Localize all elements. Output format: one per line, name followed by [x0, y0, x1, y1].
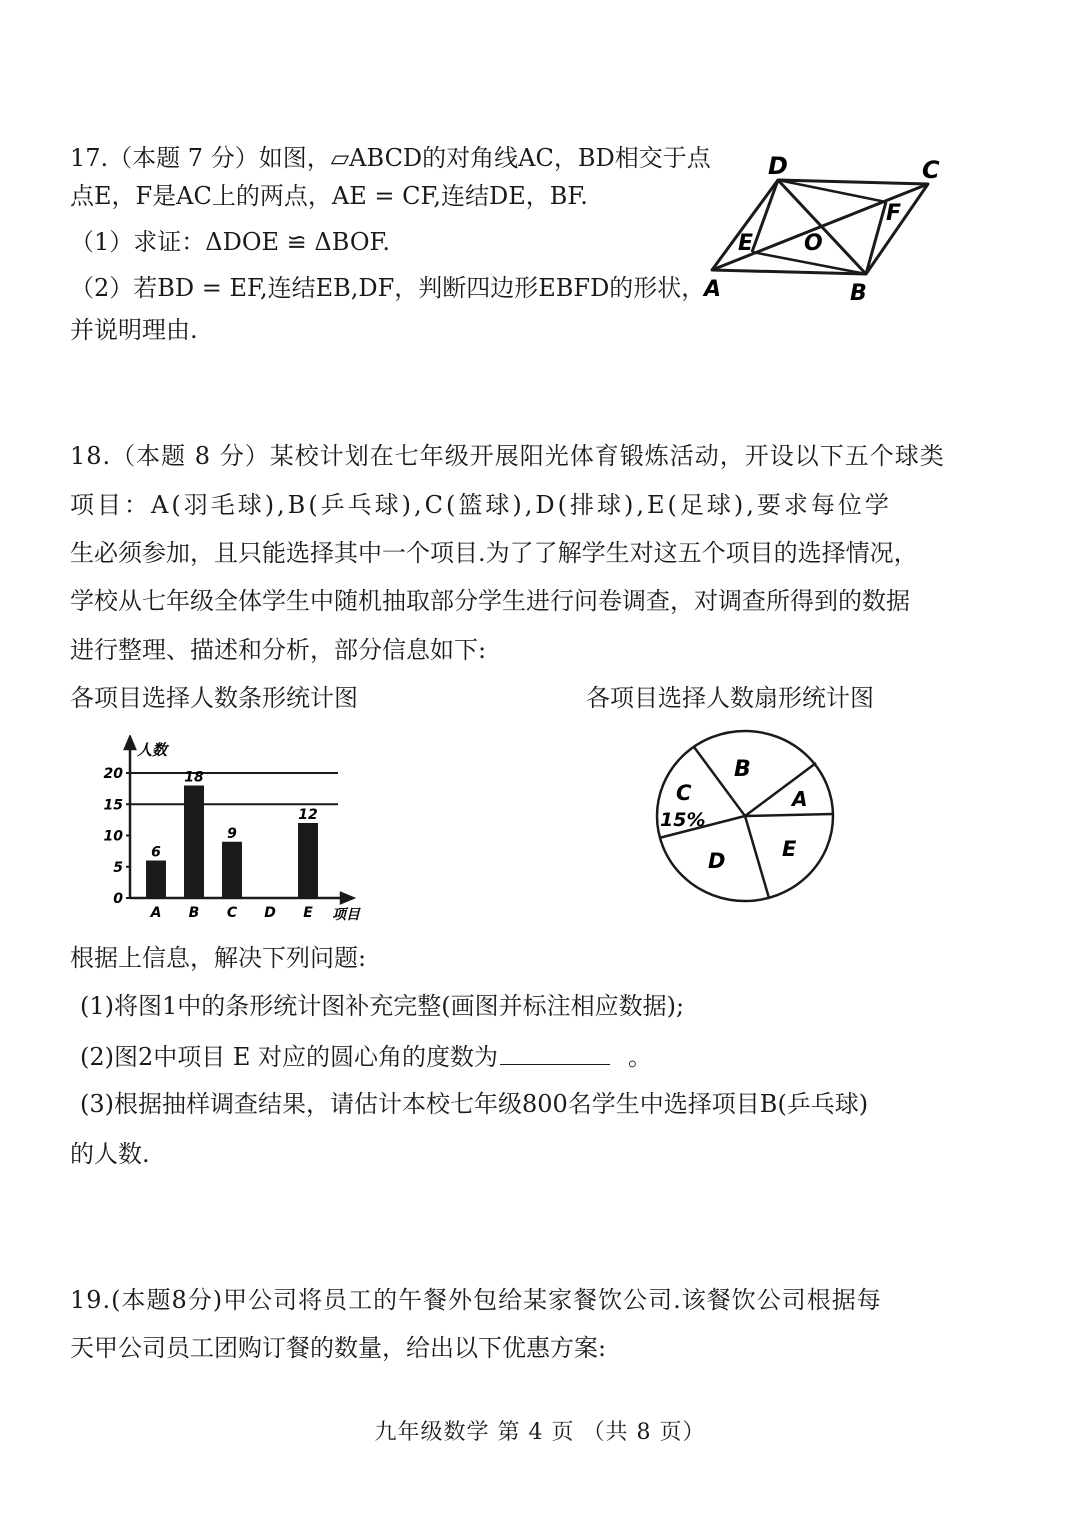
bar-value-label-E: 12: [298, 807, 318, 823]
label-c: C: [922, 156, 940, 184]
bar-category-label-A: A: [150, 905, 162, 921]
bar-E: [298, 823, 318, 898]
label-o: O: [804, 231, 823, 256]
pie-chart-caption: 各项目选择人数扇形统计图: [586, 684, 874, 712]
bar-ytick-label-5: 5: [113, 859, 123, 876]
q18-line-2: 项目：A(羽毛球),B(乒乓球),C(篮球),D(排球),E(足球),要求每位学: [70, 491, 892, 519]
segment-bf: [866, 202, 886, 274]
q18-sub-3: (3)根据抽样调查结果，请估计本校七年级800名学生中选择项目B(乒乓球): [80, 1090, 869, 1118]
pie-label-b: B: [734, 757, 751, 782]
q18-line-4: 学校从七年级全体学生中随机抽取部分学生进行问卷调查，对调查所得到的数据: [70, 587, 910, 615]
bar-value-label-B: 18: [184, 769, 204, 786]
q18-line-5: 进行整理、描述和分析，部分信息如下:: [70, 636, 487, 664]
bar-category-label-E: E: [303, 905, 313, 921]
label-a: A: [704, 277, 722, 302]
q19-line-1: 19.(本题8分)甲公司将员工的午餐外包给某家餐饮公司.该餐饮公司根据每: [70, 1286, 882, 1314]
bar-A: [146, 861, 166, 899]
q18-sub-1: (1)将图1中的条形统计图补充完整(画图并标注相应数据);: [80, 992, 685, 1020]
q18-sub-2: (2)图2中项目 E 对应的圆心角的度数为: [80, 1043, 499, 1071]
bar-C: [222, 842, 242, 898]
bar-ytick-label-0: 0: [113, 891, 123, 907]
q17-part-2-cont: 并说明理由.: [70, 316, 198, 344]
q17-part-2: （2）若BD = EF,连结EB,DF，判断四边形EBFD的形状，: [70, 274, 706, 302]
bar-x-axis-arrow: [341, 893, 353, 903]
q18-sub-2-end: 。: [628, 1043, 653, 1071]
pie-chart: [650, 728, 840, 908]
bar-category-label-D: D: [264, 905, 276, 921]
bar-ytick-label-10: 10: [103, 828, 123, 845]
bar-chart-caption: 各项目选择人数条形统计图: [70, 684, 358, 712]
bar-ytick-label-20: 20: [103, 766, 123, 782]
bar-category-label-C: C: [226, 905, 238, 921]
q17-line-1: 17.（本题 7 分）如图，▱ABCD的对角线AC，BD相交于点: [70, 144, 711, 172]
bar-ytick-label-15: 15: [103, 797, 123, 814]
pie-annotation-c-percent: 15%: [660, 809, 706, 831]
pie-divider-4: [745, 816, 769, 898]
pie-label-e: E: [782, 837, 797, 861]
label-b: B: [850, 281, 867, 306]
q18-line-3: 生必须参加，且只能选择其中一个项目.为了了解学生对这五个项目的选择情况，: [70, 539, 918, 567]
bar-chart: [95, 735, 375, 925]
pie-label-c: C: [676, 781, 692, 805]
page-footer: 九年级数学 第 4 页 （共 8 页）: [374, 1420, 706, 1445]
q18-sub-3-cont: 的人数.: [70, 1140, 150, 1168]
label-d: D: [768, 152, 788, 180]
pie-label-d: D: [708, 849, 726, 873]
q18-after: 根据上信息，解决下列问题:: [70, 944, 367, 972]
bar-value-label-C: 9: [227, 825, 237, 842]
bar-y-axis-title: 人数: [137, 741, 168, 759]
bar-x-axis-title: 项目: [332, 907, 360, 923]
bar-category-label-B: B: [188, 905, 200, 921]
parallelogram-figure: [700, 150, 960, 310]
q18-line-1: 18.（本题 8 分）某校计划在七年级开展阳光体育锻炼活动，开设以下五个球类: [70, 442, 945, 470]
q17-line-2: 点E，F是AC上的两点，AE = CF,连结DE，BF.: [70, 182, 588, 210]
pie-divider-3: [745, 814, 833, 816]
label-e: E: [738, 231, 754, 256]
q19-line-2: 天甲公司员工团购订餐的数量，给出以下优惠方案:: [70, 1334, 607, 1362]
q18-answer-blank[interactable]: [500, 1040, 610, 1065]
q18-sub-2-row: [80, 1040, 652, 1073]
bar-B: [184, 786, 204, 899]
bar-value-label-A: 6: [151, 844, 161, 861]
pie-label-a: A: [792, 787, 808, 811]
segment-de: [752, 180, 778, 252]
bar-y-axis-arrow: [125, 737, 135, 749]
q17-part-1: （1）求证：ΔDOE ≌ ΔBOF.: [70, 228, 391, 256]
label-f: F: [886, 201, 902, 226]
